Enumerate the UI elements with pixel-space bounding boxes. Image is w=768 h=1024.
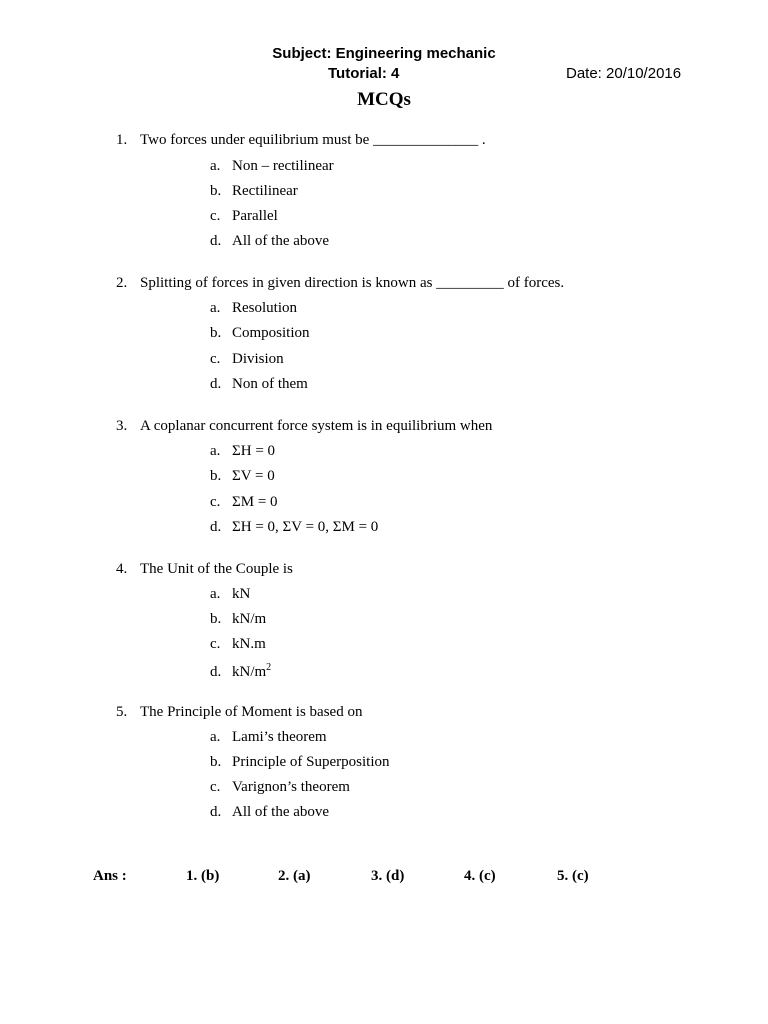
option-letter: d. bbox=[210, 664, 222, 680]
option-text: Varignon’s theorem bbox=[232, 779, 350, 795]
question-number: 1. bbox=[116, 132, 128, 148]
question-3 bbox=[116, 418, 492, 435]
option-5a bbox=[210, 729, 327, 746]
option-letter: b. bbox=[210, 183, 222, 199]
option-4d bbox=[210, 662, 271, 681]
option-text: Resolution bbox=[232, 300, 298, 316]
option-letter: d. bbox=[210, 233, 222, 249]
option-text: ΣH = 0 bbox=[232, 443, 276, 459]
option-5b bbox=[210, 754, 390, 771]
option-text: kN/m bbox=[232, 611, 267, 627]
option-text: Parallel bbox=[232, 208, 278, 224]
question-4 bbox=[116, 561, 293, 578]
option-3c bbox=[210, 494, 278, 511]
option-text: ΣH = 0, ΣV = 0, ΣM = 0 bbox=[232, 519, 379, 535]
question-text: The Principle of Moment is based on bbox=[140, 704, 363, 720]
tutorial-label: Tutorial: 4 bbox=[328, 65, 400, 82]
option-4c bbox=[210, 636, 266, 653]
option-letter: a. bbox=[210, 443, 221, 459]
option-letter: d. bbox=[210, 804, 222, 820]
option-4b bbox=[210, 611, 266, 628]
question-number: 3. bbox=[116, 418, 128, 434]
option-text: All of the above bbox=[232, 804, 330, 820]
question-text: A coplanar concurrent force system is in equilibrium when bbox=[140, 418, 493, 434]
option-letter: a. bbox=[210, 729, 221, 745]
page-title: MCQs bbox=[357, 89, 411, 110]
option-2b bbox=[210, 325, 310, 342]
option-text: kN.m bbox=[232, 636, 266, 652]
question-number: 2. bbox=[116, 275, 128, 291]
question-number: 4. bbox=[116, 561, 128, 577]
option-2d bbox=[210, 376, 308, 393]
option-letter: a. bbox=[210, 158, 221, 174]
answer-label: Ans : bbox=[93, 868, 127, 884]
option-5c bbox=[210, 779, 350, 796]
answer-3: 3. (d) bbox=[371, 868, 405, 884]
option-text: Non – rectilinear bbox=[232, 158, 334, 174]
answer-4: 4. (c) bbox=[464, 868, 496, 884]
option-letter: c. bbox=[210, 208, 221, 224]
option-text: ΣM = 0 bbox=[232, 494, 278, 510]
subject-heading: Subject: Engineering mechanic bbox=[272, 45, 496, 62]
option-letter: c. bbox=[210, 779, 221, 795]
option-letter: b. bbox=[210, 754, 222, 770]
option-3a bbox=[210, 443, 275, 460]
answer-2: 2. (a) bbox=[278, 868, 311, 884]
option-letter: a. bbox=[210, 586, 221, 602]
option-text: All of the above bbox=[232, 233, 330, 249]
question-number: 5. bbox=[116, 704, 128, 720]
question-5 bbox=[116, 704, 362, 721]
option-3b bbox=[210, 468, 275, 485]
option-1c bbox=[210, 208, 278, 225]
option-letter: c. bbox=[210, 351, 221, 367]
option-2a bbox=[210, 300, 297, 317]
option-3d bbox=[210, 519, 378, 536]
option-letter: d. bbox=[210, 519, 222, 535]
question-text: The Unit of the Couple is bbox=[140, 561, 293, 577]
option-text: kN/m bbox=[232, 664, 267, 680]
option-letter: c. bbox=[210, 636, 221, 652]
option-4a bbox=[210, 586, 250, 603]
option-letter: b. bbox=[210, 611, 222, 627]
option-superscript: 2 bbox=[266, 662, 272, 673]
option-letter: b. bbox=[210, 468, 222, 484]
option-1d bbox=[210, 233, 329, 250]
question-text: Two forces under equilibrium must be ______________ . bbox=[140, 132, 486, 148]
option-text: kN bbox=[232, 586, 251, 602]
option-text: Division bbox=[232, 351, 284, 367]
answer-1: 1. (b) bbox=[186, 868, 220, 884]
date-label: Date: 20/10/2016 bbox=[566, 65, 682, 82]
option-letter: c. bbox=[210, 494, 221, 510]
option-letter: d. bbox=[210, 376, 222, 392]
option-1a bbox=[210, 158, 334, 175]
question-1 bbox=[116, 132, 486, 149]
option-text: Lami’s theorem bbox=[232, 729, 327, 745]
option-text: ΣV = 0 bbox=[232, 468, 275, 484]
option-letter: b. bbox=[210, 325, 222, 341]
option-text: Non of them bbox=[232, 376, 308, 392]
option-text: Principle of Superposition bbox=[232, 754, 390, 770]
option-2c bbox=[210, 351, 284, 368]
option-letter: a. bbox=[210, 300, 221, 316]
option-1b bbox=[210, 183, 298, 200]
option-text: Rectilinear bbox=[232, 183, 298, 199]
answer-5: 5. (c) bbox=[557, 868, 589, 884]
question-text: Splitting of forces in given direction is known as _________ of forces. bbox=[140, 275, 565, 291]
question-2 bbox=[116, 275, 564, 292]
option-5d bbox=[210, 804, 329, 821]
option-text: Composition bbox=[232, 325, 310, 341]
